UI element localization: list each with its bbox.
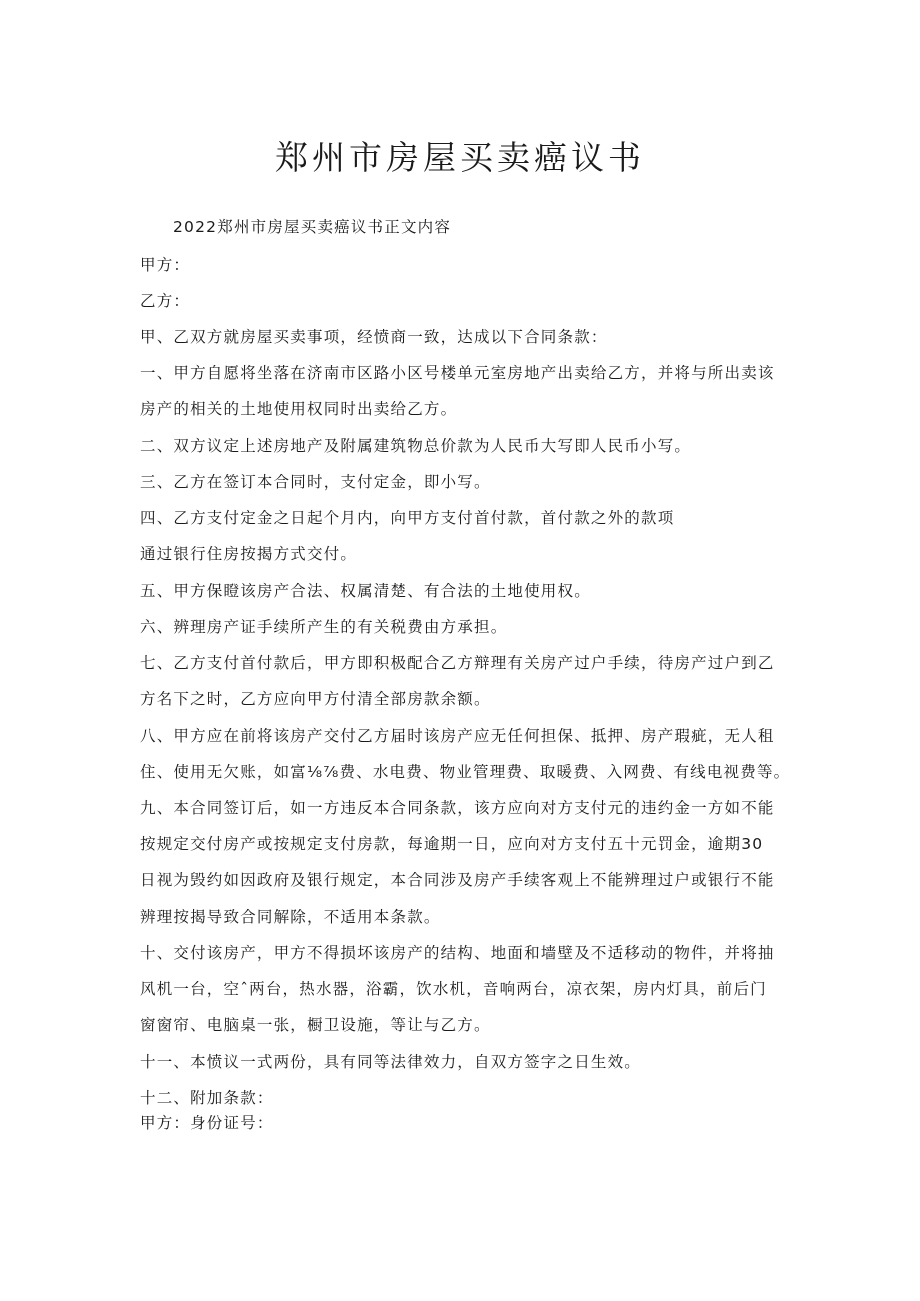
clause-5: 五、甲方保瞪该房产合法、权属清楚、有合法的土地使用权。 xyxy=(140,582,591,600)
clause-8-line-1: 八、甲方应在前将该房产交付乙方届时该房产应无任何担保、抵押、房产瑕疵，无人租 xyxy=(140,727,775,745)
clause-9-line-1: 九、本合同签订后，如一方违反本合同条款，该方应向对方支付元的违约金一方如不能 xyxy=(140,799,775,817)
contract-intro: 甲、乙双方就房屋买卖事项，经愤商一致，达成以下合同条款： xyxy=(140,328,608,346)
clause-3: 三、乙方在签订本合同时，支付定金，即小写。 xyxy=(140,473,491,491)
party-a-id-line: 甲方：身份证号： xyxy=(140,1114,274,1132)
clause-7-line-1: 七、乙方支付首付款后，甲方即积极配合乙方辩理有关房产过户手续，待房产过户到乙 xyxy=(140,654,775,672)
clause-1-line-2: 房产的相关的土地使用权同时出卖给乙方。 xyxy=(140,400,458,418)
document-subtitle: 2022郑州市房屋买卖癌议书正文内容 xyxy=(173,218,452,236)
clause-10-line-3: 窗窗帘、电脑桌一张，橱卫设施，等让与乙方。 xyxy=(140,1016,491,1034)
clause-9-line-2: 按规定交付房产或按规定支付房款，每逾期一日，应向对方支付五十元罚金，逾期30 xyxy=(140,835,764,853)
party-b-line: 乙方： xyxy=(140,292,191,310)
clause-4-line-1: 四、乙方支付定金之日起个月内，向甲方支付首付款，首付款之外的款项 xyxy=(140,509,675,527)
clause-1-line-1: 一、甲方自愿将坐落在济南市区路小区号楼单元室房地产出卖给乙方，并将与所出卖该 xyxy=(140,364,775,382)
clause-9-line-3: 日视为毁约如因政府及银行规定，本合同涉及房产手续客观上不能辨理过户或银行不能 xyxy=(140,871,775,889)
clause-10-line-1: 十、交付该房产，甲方不得损坏该房产的结构、地面和墙壁及不适移动的物件，并将抽 xyxy=(140,944,775,962)
clause-4-line-2: 通过银行住房按揭方式交付。 xyxy=(140,545,358,563)
party-a-line: 甲方： xyxy=(140,256,191,274)
clause-2: 二、双方议定上述房地产及附属建筑物总价款为人民币大写即人民币小写。 xyxy=(140,437,692,455)
clause-12: 十二、附加条款： xyxy=(140,1089,274,1107)
clause-10-line-2: 风机一台，空ˆ两台，热水器，浴霸，饮水机，音响两台，凉衣架，房内灯具，前后门 xyxy=(140,980,767,998)
document-title: 郑州市房屋买卖癌议书 xyxy=(275,138,645,177)
clause-8-line-2: 住、使用无欠账，如富⅛⅞费、水电费、物业管理费、取暖费、入网费、有线电视费等。 xyxy=(140,763,791,781)
clause-6: 六、辨理房产证手续所产生的有关税费由方承担。 xyxy=(140,618,508,636)
clause-11: 十一、本愤议一式两份，具有同等法律效力，自双方签字之日生效。 xyxy=(140,1053,642,1071)
clause-9-line-4: 辨理按揭导致合同解除，不适用本条款。 xyxy=(140,908,441,926)
clause-7-line-2: 方名下之时，乙方应向甲方付清全部房款余额。 xyxy=(140,690,491,708)
